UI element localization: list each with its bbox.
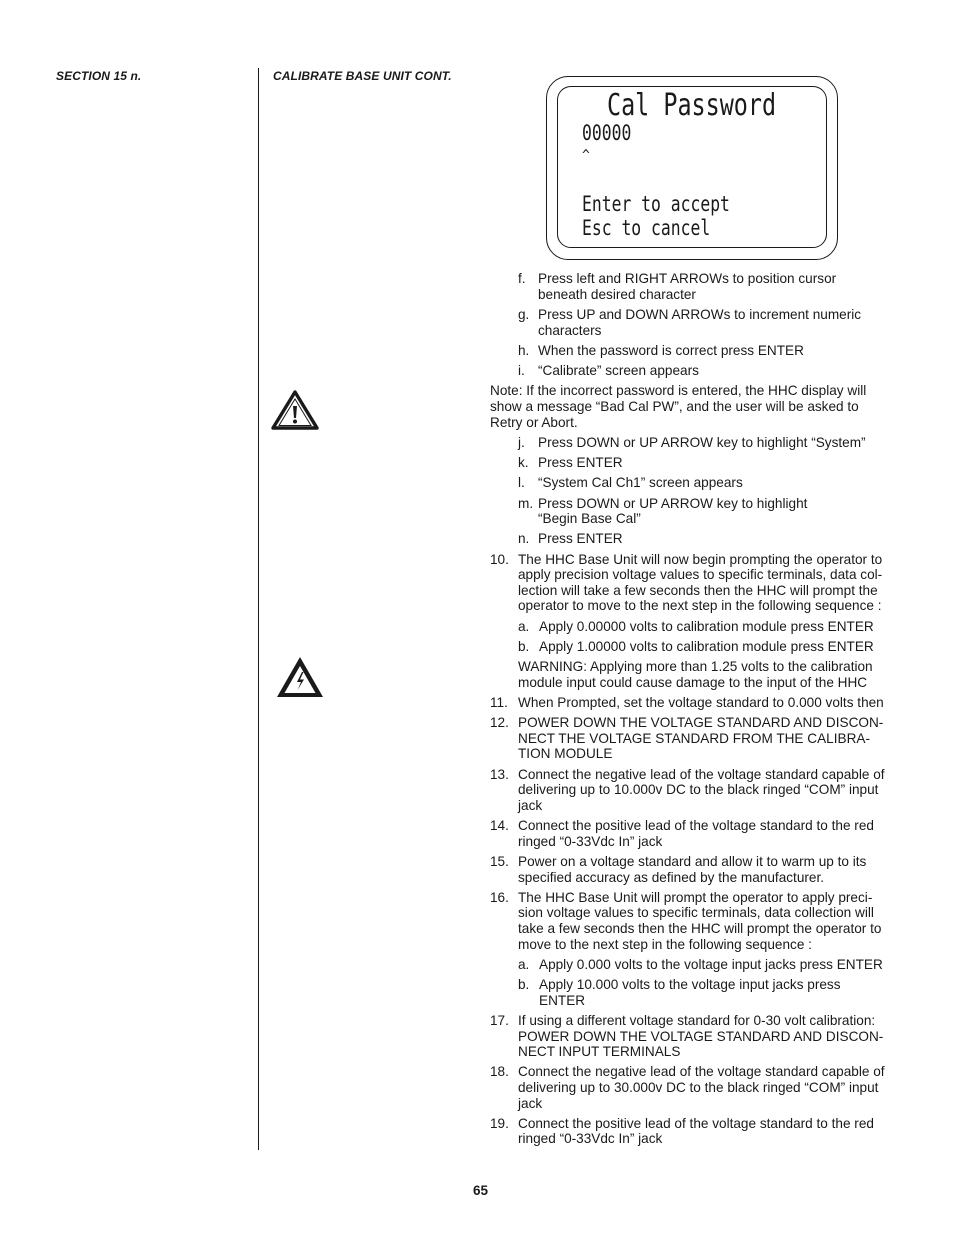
step-m-line2: “Begin Base Cal” [538, 511, 641, 526]
step-14-line2: ringed “0-33Vdc In” jack [518, 834, 663, 849]
lcd-password-code: 00000 [582, 121, 632, 145]
step-15-line2: specified accuracy as defined by the manufacturer. [518, 870, 825, 885]
step-17-line1: If using a different voltage standard for 0-30 volt calibration: [518, 1013, 876, 1028]
electrical-hazard-icon [276, 656, 324, 698]
step-f-line2: beneath desired character [538, 287, 696, 302]
step-h-number: h. [518, 343, 530, 358]
step-16b-number: b. [518, 977, 530, 992]
step-l-line1: “System Cal Ch1” screen appears [538, 475, 743, 490]
step-17-number: 17. [490, 1013, 509, 1028]
step-16-line3: take a few seconds then the HHC will prompt the operator to [518, 921, 882, 936]
step-17-line3: NECT INPUT TERMINALS [518, 1044, 681, 1059]
step-16b-line2: ENTER [539, 993, 586, 1008]
note-line2: show a message “Bad Cal PW”, and the user will be asked to [490, 399, 859, 414]
step-18-line1: Connect the negative lead of the voltage standard capable of [518, 1064, 885, 1079]
step-11-line1: When Prompted, set the voltage standard to 0.000 volts then [518, 695, 884, 710]
step-15-line1: Power on a voltage standard and allow it to warm up to its [518, 854, 867, 869]
step-18-number: 18. [490, 1064, 509, 1079]
step-14-line1: Connect the positive lead of the voltage standard to the red [518, 818, 874, 833]
step-16a-line1: Apply 0.000 volts to the voltage input jacks press ENTER [539, 957, 883, 972]
lcd-enter-line: Enter to accept [582, 192, 730, 216]
step-m-number: m. [518, 496, 534, 511]
step-i-line1: “Calibrate” screen appears [538, 363, 699, 378]
step-16-number: 16. [490, 890, 509, 905]
note-line1: Note: If the incorrect password is entered, the HHC display will [490, 383, 867, 398]
step-k-line1: Press ENTER [538, 455, 623, 470]
step-f-line1: Press left and RIGHT ARROWs to position cursor [538, 271, 837, 286]
step-14-number: 14. [490, 818, 509, 833]
step-19-line1: Connect the positive lead of the voltage standard to the red [518, 1116, 874, 1131]
step-16-line1: The HHC Base Unit will prompt the operator to apply preci- [518, 890, 873, 905]
column-divider [258, 68, 259, 1150]
step-f-number: f. [518, 271, 526, 286]
step-l-number: l. [518, 475, 525, 490]
step-15-number: 15. [490, 854, 509, 869]
step-16-line4: move to the next step in the following sequence : [518, 937, 812, 952]
step-h-line1: When the password is correct press ENTER [538, 343, 804, 358]
warning-line2: module input could cause damage to the input of the HHC [518, 675, 868, 690]
note-line3: Retry or Abort. [490, 415, 578, 430]
step-g-line1: Press UP and DOWN ARROWs to increment numeric [538, 307, 862, 322]
step-17-line2: POWER DOWN THE VOLTAGE STANDARD AND DISCON- [518, 1029, 884, 1044]
step-n-line1: Press ENTER [538, 531, 623, 546]
step-g-number: g. [518, 307, 530, 322]
page-number: 65 [473, 1183, 489, 1198]
step-13-line2: delivering up to 10.000v DC to the black ringed “COM” input [518, 782, 879, 797]
step-16-line2: sion voltage values to specific terminals, data collection will [518, 905, 874, 920]
step-12-line1: POWER DOWN THE VOLTAGE STANDARD AND DISCON- [518, 715, 884, 730]
step-10-line4: operator to move to the next step in the following sequence : [518, 598, 882, 613]
step-10b-number: b. [518, 639, 530, 654]
step-10-line1: The HHC Base Unit will now begin prompting the operator to [518, 552, 883, 567]
lcd-title: Cal Password [607, 88, 777, 123]
step-n-number: n. [518, 531, 530, 546]
step-g-line2: characters [538, 323, 602, 338]
step-12-number: 12. [490, 715, 509, 730]
step-10-line2: apply precision voltage values to specific terminals, data col- [518, 567, 883, 582]
step-19-line2: ringed “0-33Vdc In” jack [518, 1131, 663, 1146]
step-18-line2: delivering up to 30.000v DC to the black ringed “COM” input [518, 1080, 879, 1095]
lcd-esc-line: Esc to cancel [582, 216, 711, 240]
step-10-number: 10. [490, 552, 509, 567]
section-label: SECTION 15 n. [56, 69, 142, 83]
step-16b-line1: Apply 10.000 volts to the voltage input jacks press [539, 977, 841, 992]
step-12-line3: TION MODULE [518, 746, 613, 761]
warning-line1: WARNING: Applying more than 1.25 volts to the calibration [518, 659, 873, 674]
step-13-line3: jack [518, 798, 543, 813]
step-19-number: 19. [490, 1116, 509, 1131]
caution-triangle-icon [271, 390, 319, 430]
step-16a-number: a. [518, 957, 530, 972]
section-title: CALIBRATE BASE UNIT CONT. [273, 69, 452, 83]
step-10b-line1: Apply 1.00000 volts to calibration module press ENTER [539, 639, 874, 654]
step-10a-number: a. [518, 619, 530, 634]
step-m-line1: Press DOWN or UP ARROW key to highlight [538, 496, 808, 511]
step-11-number: 11. [490, 695, 508, 710]
step-13-number: 13. [490, 767, 509, 782]
step-k-number: k. [518, 455, 529, 470]
step-13-line1: Connect the negative lead of the voltage standard capable of [518, 767, 885, 782]
step-j-number: j. [518, 435, 525, 450]
step-10-line3: lection will take a few seconds then the HHC will prompt the [518, 583, 878, 598]
lcd-cursor: ^ [582, 148, 590, 163]
step-j-line1: Press DOWN or UP ARROW key to highlight “System” [538, 435, 866, 450]
step-10a-line1: Apply 0.00000 volts to calibration module press ENTER [539, 619, 874, 634]
step-i-number: i. [518, 363, 525, 378]
step-18-line3: jack [518, 1096, 543, 1111]
step-12-line2: NECT THE VOLTAGE STANDARD FROM THE CALIBRA- [518, 731, 870, 746]
